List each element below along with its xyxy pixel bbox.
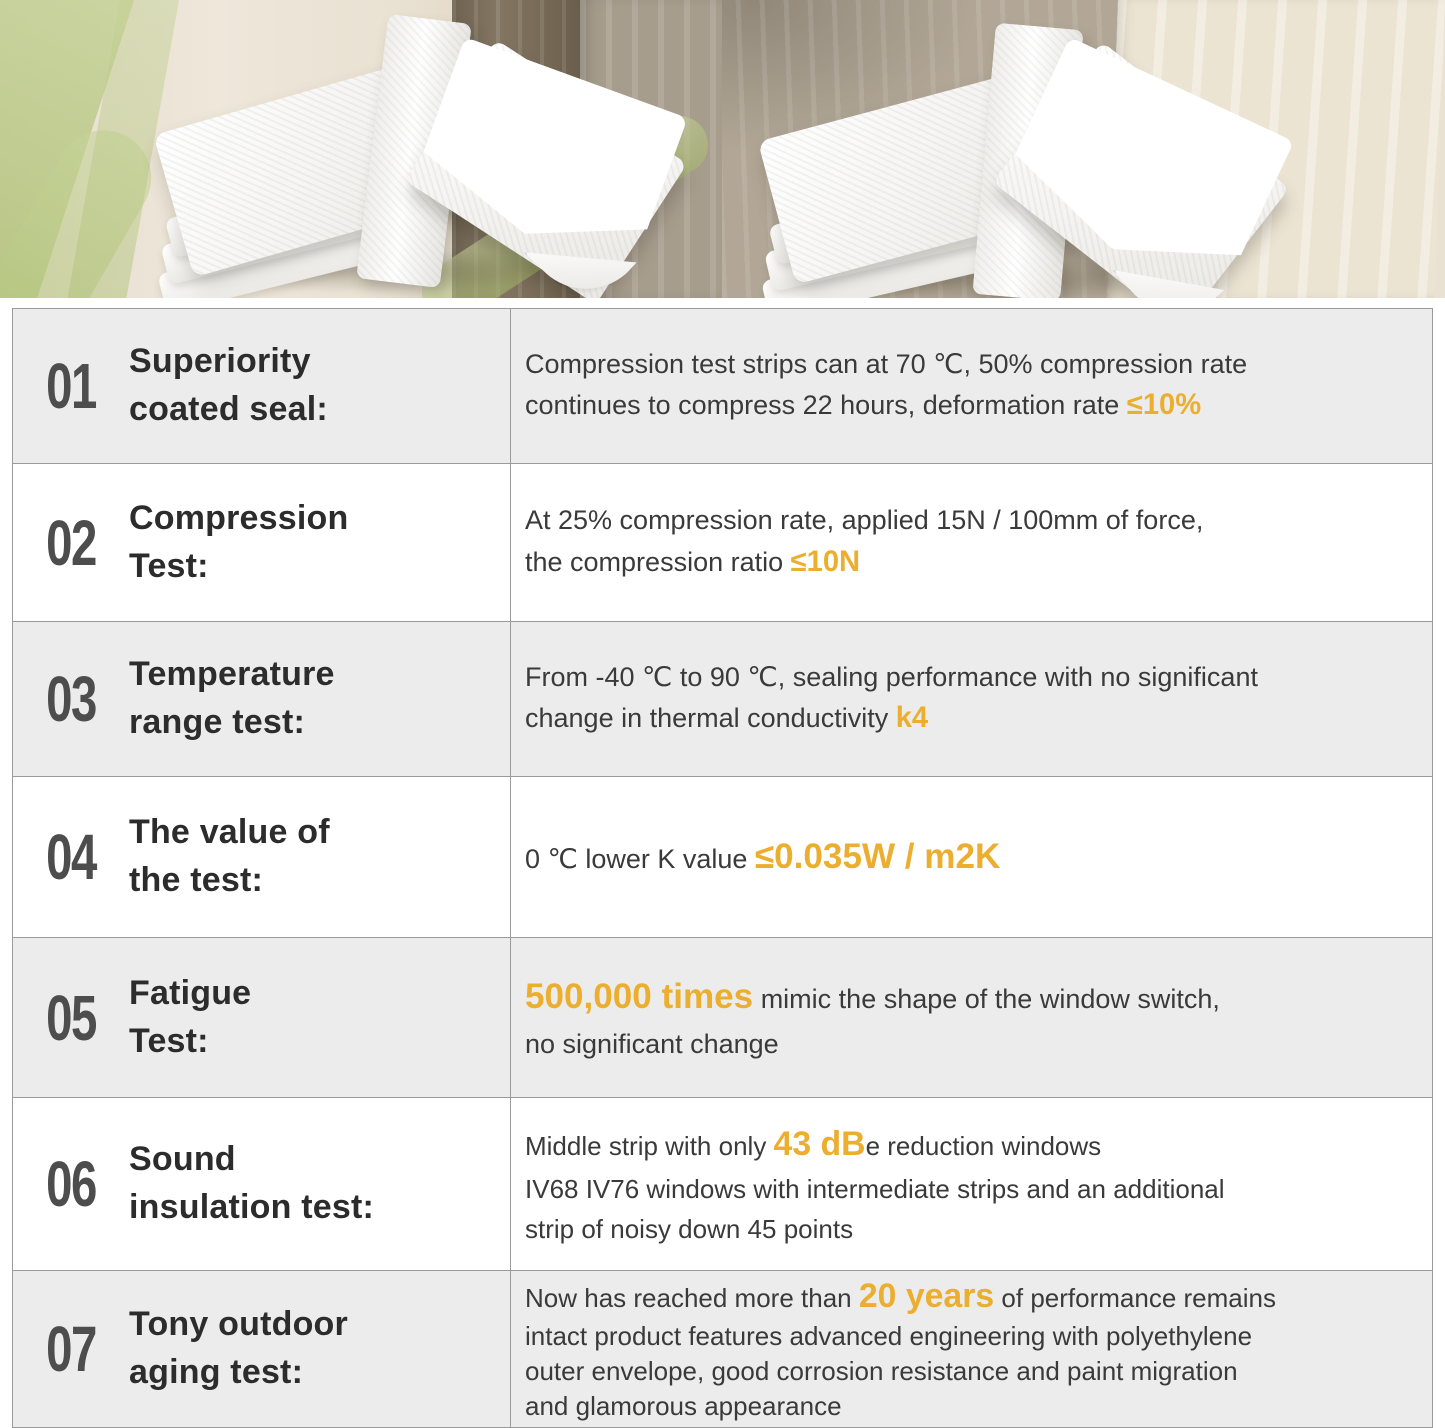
label-line: the test: — [129, 861, 264, 899]
text-line — [525, 971, 1420, 1024]
table-row-07 — [13, 1270, 1432, 1427]
label-line: Test: — [129, 546, 209, 585]
row-title-cell — [13, 1271, 511, 1427]
text-line — [525, 384, 1420, 428]
row-description — [511, 309, 1432, 463]
text-segment: mimic the shape of the window switch, — [753, 983, 1220, 1014]
highlight-value: ≤10N — [790, 545, 861, 578]
text-line — [525, 1354, 1420, 1389]
label-line: coated seal: — [129, 390, 328, 428]
table-row-01 — [13, 309, 1432, 463]
text-line — [525, 500, 1420, 541]
highlight-value: 500,000 times — [525, 976, 754, 1016]
label-line: Test: — [129, 1021, 209, 1060]
spec-table — [12, 308, 1433, 1428]
text-segment: continues to compress 22 hours, deformation rate — [525, 390, 1127, 421]
highlight-value: ≤10% — [1126, 389, 1202, 422]
text-segment: and glamorous appearance — [525, 1391, 842, 1422]
row-label — [129, 970, 251, 1065]
row-description — [511, 464, 1432, 621]
row-label — [129, 1301, 348, 1396]
label-line: Fatigue — [129, 973, 252, 1012]
row-number: 01 — [46, 350, 96, 422]
text-segment: no significant change — [525, 1028, 779, 1059]
row-description — [511, 622, 1432, 776]
text-line — [525, 1389, 1420, 1424]
text-segment: From -40 ℃ to 90 ℃, sealing performance with no significant — [525, 661, 1258, 692]
label-line: Superiority — [129, 342, 311, 381]
table-row-05 — [13, 937, 1432, 1097]
text-line — [525, 1170, 1420, 1210]
text-line — [525, 344, 1420, 385]
text-segment: the compression ratio — [525, 546, 791, 577]
row-number: 04 — [46, 821, 96, 893]
highlight-value: k4 — [895, 702, 929, 735]
row-label — [129, 495, 348, 590]
row-number: 03 — [46, 663, 96, 735]
text-line — [525, 1024, 1420, 1065]
row-number: 02 — [46, 506, 96, 579]
row-title-cell — [13, 1098, 511, 1270]
row-label — [129, 651, 335, 746]
text-segment: outer envelope, good corrosion resistance and paint migration — [525, 1356, 1238, 1387]
text-line — [525, 697, 1420, 741]
highlight-value: ≤0.035W / m2K — [754, 836, 1001, 876]
row-label — [129, 1136, 374, 1231]
text-line — [525, 1274, 1420, 1319]
label-line: Tony outdoor — [129, 1305, 348, 1344]
table-row-04 — [13, 776, 1432, 937]
table-row-02 — [13, 463, 1432, 621]
row-description — [511, 777, 1432, 937]
row-label — [129, 338, 328, 433]
label-line: range test: — [129, 703, 306, 741]
product-photo — [0, 0, 1445, 298]
highlight-value: 20 years — [858, 1277, 995, 1316]
text-segment: IV68 IV76 windows with intermediate strips and an additional — [525, 1174, 1225, 1205]
label-line: The value of — [129, 813, 330, 852]
text-line — [525, 1210, 1420, 1250]
text-line — [525, 541, 1420, 585]
row-title-cell — [13, 309, 511, 463]
label-line: insulation test: — [129, 1188, 374, 1226]
text-line — [525, 1319, 1420, 1354]
text-segment: 0 ℃ lower K value — [525, 843, 755, 874]
text-segment: intact product features advanced engineering with polyethylene — [525, 1321, 1253, 1352]
row-number: 07 — [46, 1313, 96, 1385]
row-title-cell — [13, 622, 511, 776]
label-line: aging test: — [129, 1353, 304, 1391]
row-title-cell — [13, 938, 511, 1097]
highlight-value: 43 dB — [773, 1124, 866, 1163]
row-description — [511, 1271, 1432, 1427]
text-segment: strip of noisy down 45 points — [525, 1213, 854, 1244]
row-label — [129, 809, 330, 904]
text-segment: Compression test strips can at 70 ℃, 50% compression rate — [525, 348, 1248, 379]
label-line: Compression — [129, 498, 349, 537]
row-number: 06 — [46, 1148, 96, 1220]
text-line — [525, 831, 1420, 884]
row-title-cell — [13, 777, 511, 937]
text-segment: Now has reached more than — [525, 1283, 859, 1314]
row-title-cell — [13, 464, 511, 621]
text-segment: change in thermal conductivity — [525, 703, 896, 734]
text-segment: Middle strip with only — [525, 1130, 774, 1161]
text-segment: At 25% compression rate, applied 15N / 100mm of force, — [525, 505, 1204, 536]
text-line — [525, 657, 1420, 698]
text-line — [525, 1119, 1420, 1170]
text-segment: of performance remains — [994, 1283, 1276, 1314]
table-row-06 — [13, 1097, 1432, 1270]
label-line: Temperature — [129, 655, 335, 694]
text-segment: e reduction windows — [865, 1130, 1102, 1161]
label-line: Sound — [129, 1140, 236, 1179]
row-description — [511, 1098, 1432, 1270]
row-description — [511, 938, 1432, 1097]
table-row-03 — [13, 621, 1432, 776]
row-number: 05 — [46, 981, 96, 1054]
